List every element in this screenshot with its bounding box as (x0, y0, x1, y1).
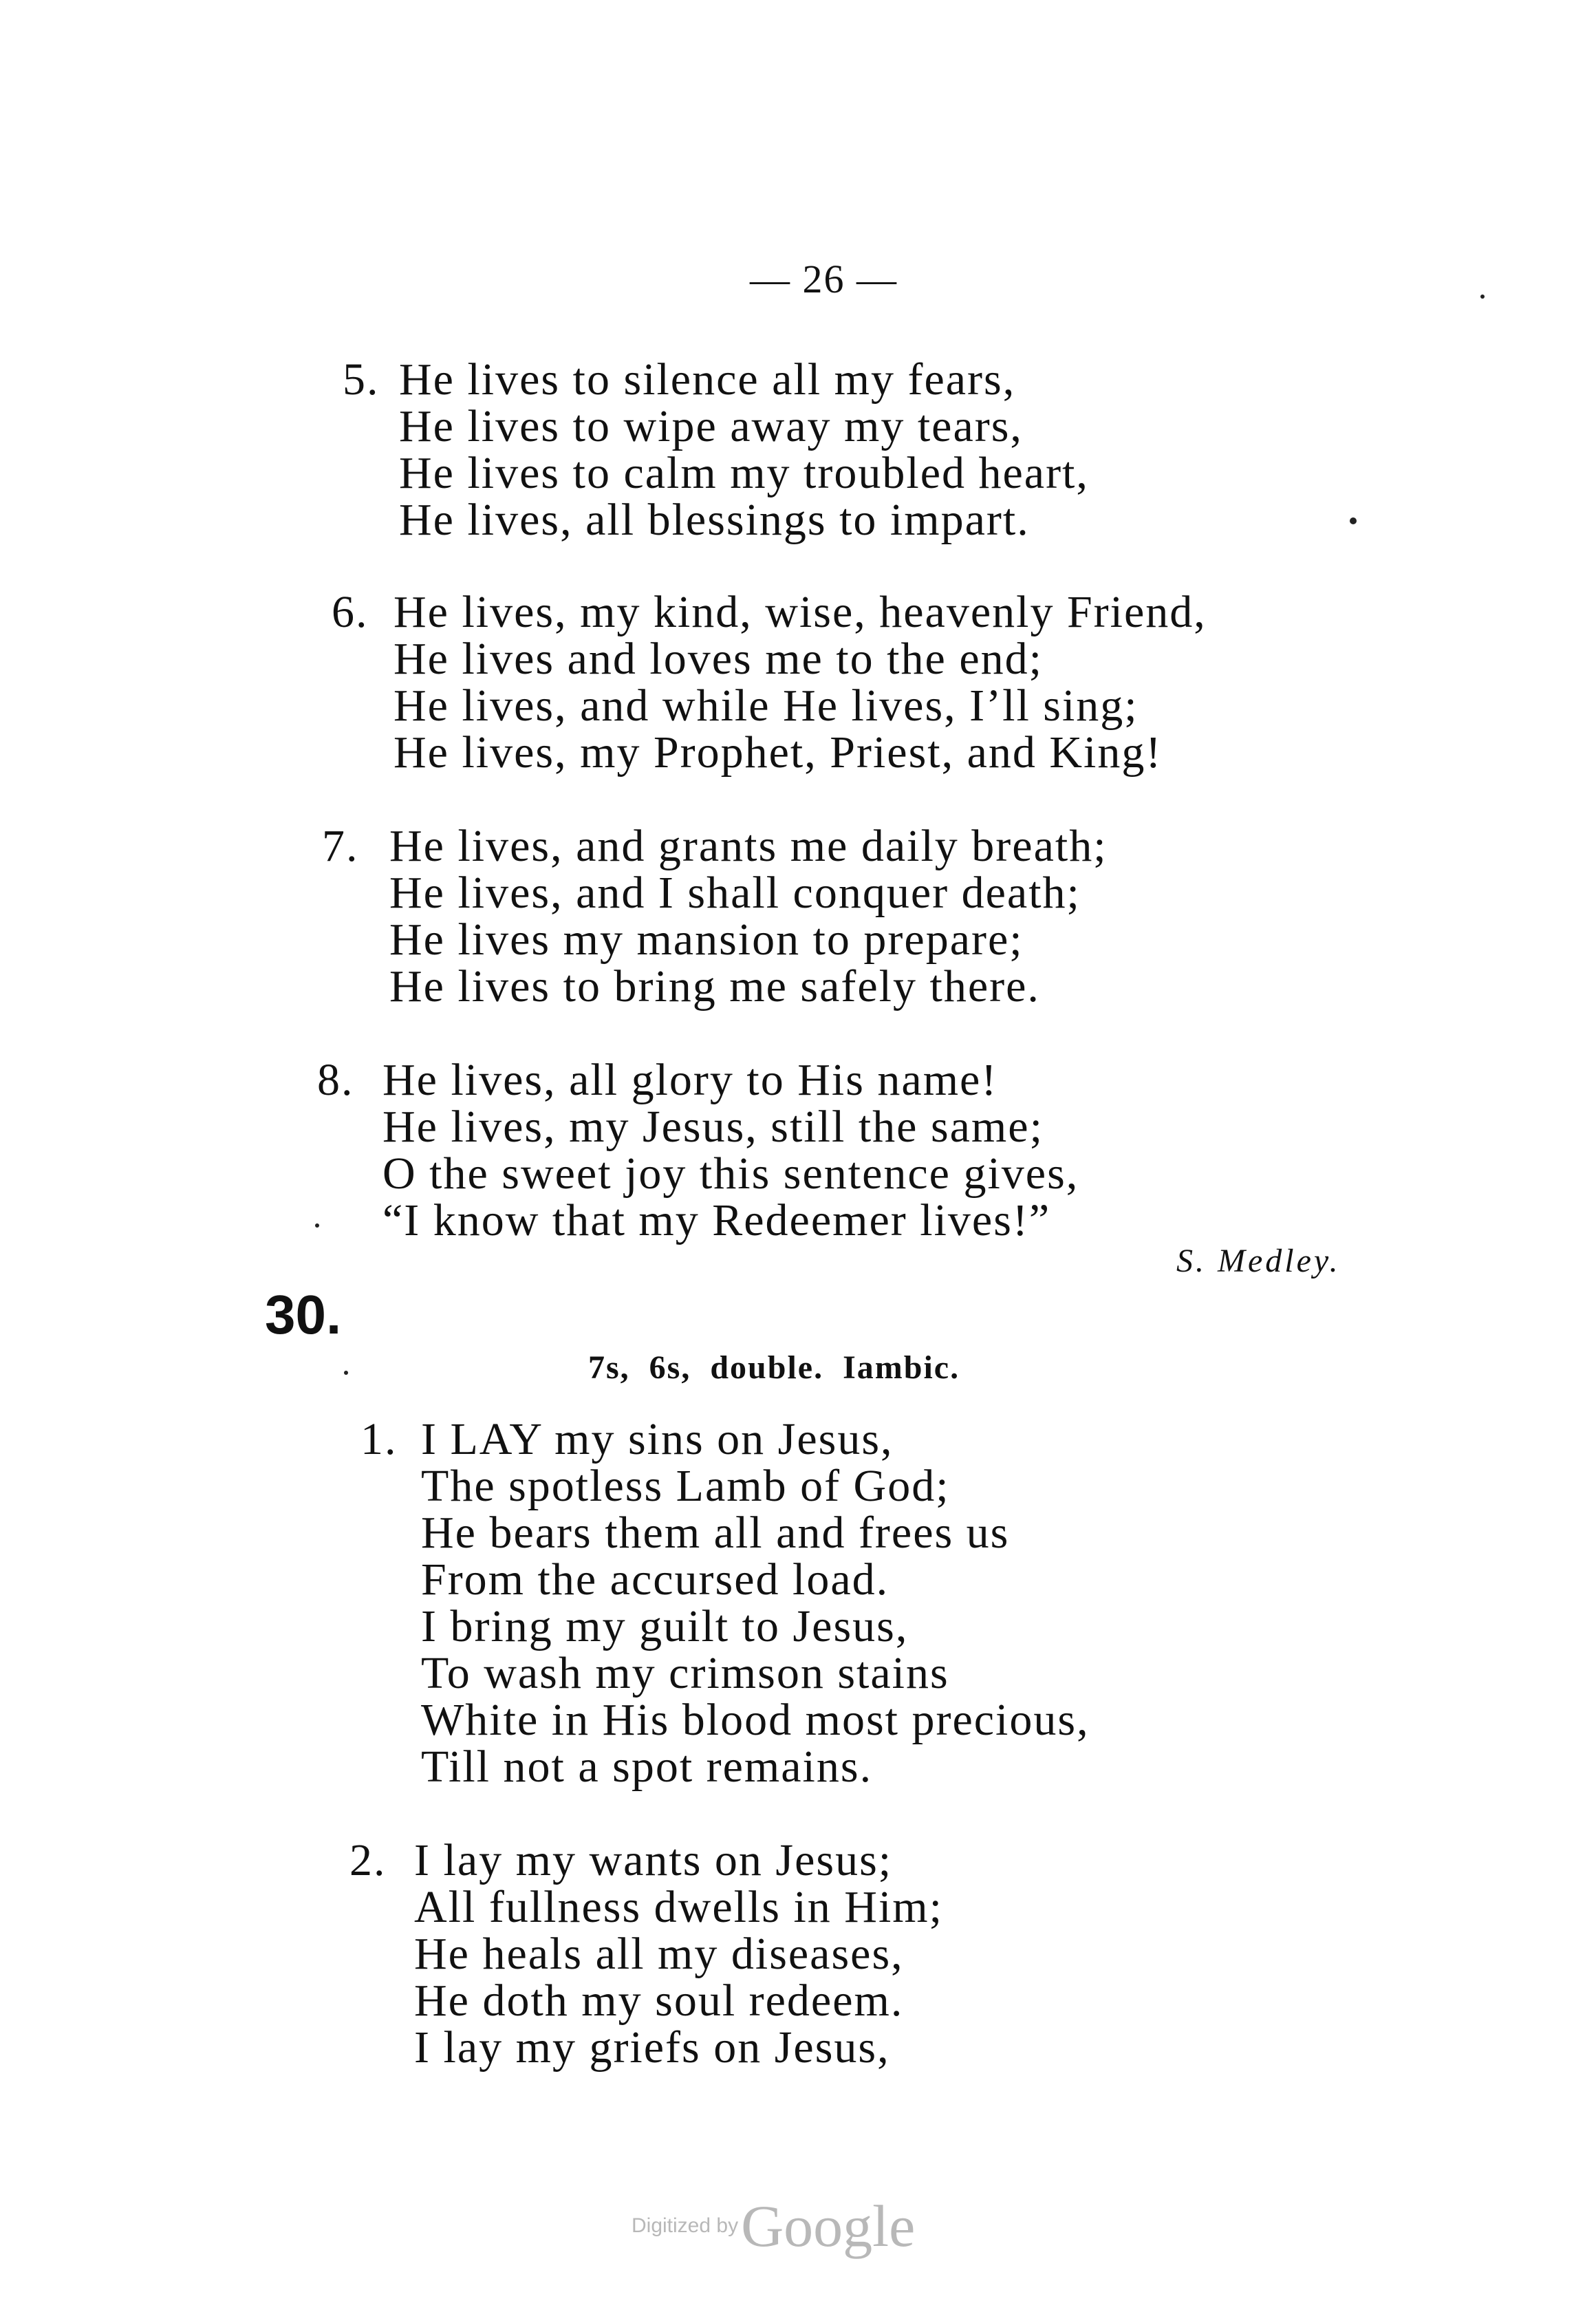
verse-line: He lives, and grants me daily breath; (389, 821, 1108, 871)
verse-line: He lives and loves me to the end; (393, 634, 1043, 684)
verse-line: I lay my griefs on Jesus, (414, 2022, 890, 2073)
verse-line: The spotless Lamb of God; (421, 1461, 950, 1511)
hymn-author: S. Medley. (1176, 1243, 1341, 1279)
verse-line: I LAY my sins on Jesus, (421, 1414, 894, 1464)
verse-line: He lives to bring me safely there. (389, 961, 1040, 1012)
verse-line: He lives, all glory to His name! (382, 1055, 998, 1105)
verse-line: From the accursed load. (421, 1554, 889, 1605)
print-speck (1480, 295, 1485, 299)
verse-line: He lives to wipe away my tears, (399, 401, 1023, 451)
stanza-number: 1. (360, 1414, 398, 1464)
verse-line: He lives, my Jesus, still the same; (382, 1102, 1044, 1152)
print-speck (315, 1223, 319, 1228)
verse-line: He lives, my Prophet, Priest, and King! (393, 727, 1163, 778)
digitized-by-google-watermark (632, 2192, 915, 2260)
verse-line: He bears them all and frees us (421, 1508, 1010, 1558)
stanza-6 (332, 587, 1207, 778)
verse-line: He lives to calm my troubled heart, (399, 448, 1089, 498)
stanza-number: 8. (317, 1055, 354, 1105)
verse-line: I bring my guilt to Jesus, (421, 1601, 909, 1651)
verse-line: He lives my mansion to prepare; (389, 914, 1024, 965)
verse-line: He lives, and I shall conquer death; (389, 868, 1081, 918)
stanza-2 (349, 1835, 943, 2073)
stanza-number: 5. (343, 354, 380, 405)
verse-line: I lay my wants on Jesus; (414, 1835, 893, 1885)
stanza-8 (317, 1055, 1079, 1245)
verse-line: He lives to silence all my fears, (399, 354, 1016, 405)
stanza-5 (343, 354, 1089, 545)
stanza-number: 6. (332, 587, 369, 637)
digitized-label: Digitized by (632, 2214, 739, 2237)
verse-line: O the sweet joy this sentence gives, (382, 1148, 1079, 1199)
stanza-number: 2. (349, 1835, 387, 1885)
hymn-number: 30. (265, 1284, 342, 1345)
verse-line: He lives, and while He lives, I’ll sing; (393, 681, 1139, 731)
verse-line: He lives, my kind, wise, heavenly Friend, (393, 587, 1207, 637)
stanza-1 (360, 1414, 1090, 1792)
print-speck (1350, 517, 1357, 524)
verse-line: Till not a spot remains. (421, 1742, 873, 1792)
verse-line: He doth my soul redeem. (414, 1976, 904, 2026)
verse-line: White in His blood most precious, (421, 1695, 1090, 1745)
stanza-number: 7. (322, 821, 359, 871)
verse-line: All fullness dwells in Him; (414, 1882, 943, 1932)
verse-line: He lives, all blessings to impart. (399, 495, 1030, 545)
page-number: — 26 — (750, 257, 898, 301)
verse-line: “I know that my Redeemer lives!” (382, 1195, 1051, 1245)
verse-line: To wash my crimson stains (421, 1648, 949, 1698)
print-speck (344, 1371, 348, 1375)
hymn-meter: 7s, 6s, double. Iambic. (588, 1349, 960, 1386)
stanza-7 (322, 821, 1108, 1012)
verse-line: He heals all my diseases, (414, 1929, 904, 1979)
google-logo: Google (741, 2193, 916, 2259)
